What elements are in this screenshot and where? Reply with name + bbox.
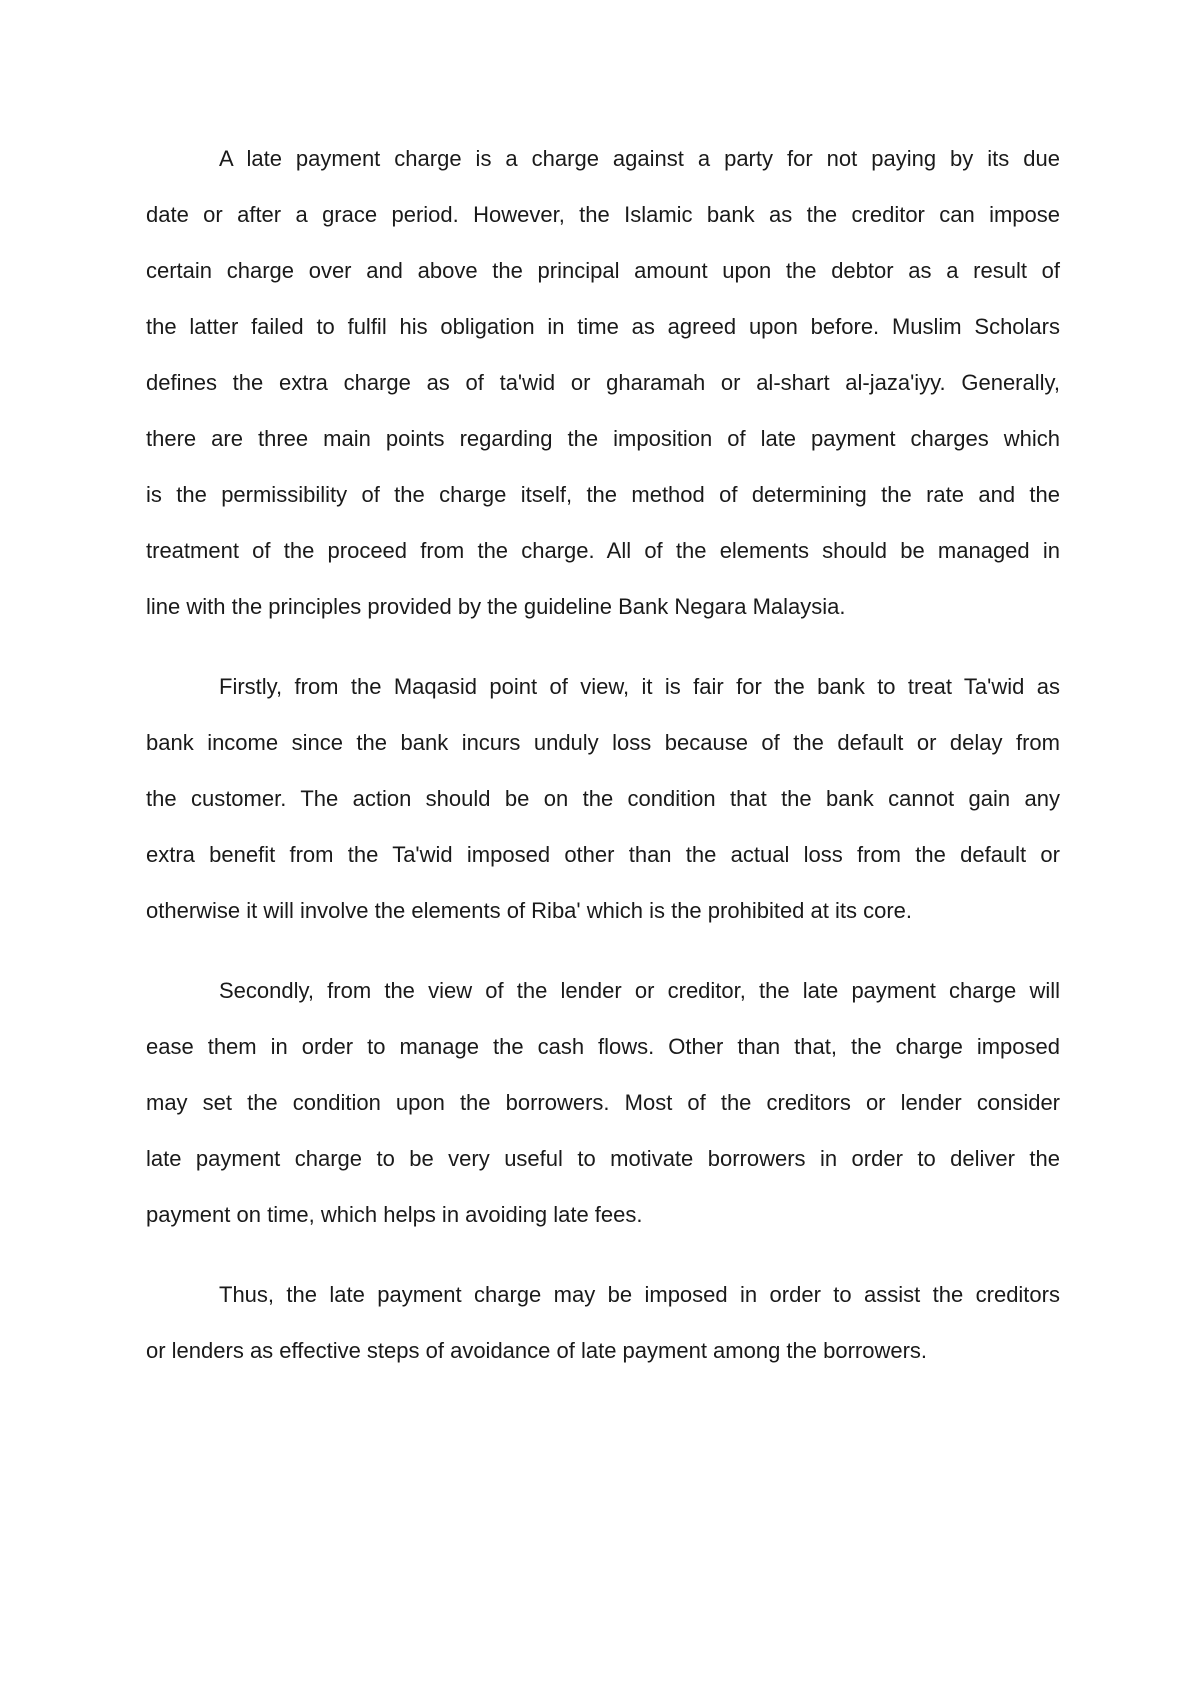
text-line: the latter failed to fulfil his obligation in time as agreed upon before. Muslim Scholars [146, 314, 1060, 339]
paragraph-3 [146, 972, 1060, 1252]
text-line: Secondly, from the view of the lender or creditor, the late payment charge will [219, 978, 1060, 1003]
paragraph-4 [146, 1276, 1060, 1388]
paragraph-2 [146, 668, 1060, 948]
text-line: bank income since the bank incurs unduly loss because of the default or delay from [146, 730, 1060, 755]
text-line: line with the principles provided by the guideline Bank Negara Malaysia. [146, 594, 846, 619]
text-line: late payment charge to be very useful to motivate borrowers in order to deliver the [146, 1146, 1060, 1171]
paragraph-1 [146, 140, 1060, 644]
text-line: there are three main points regarding the imposition of late payment charges which [146, 426, 1060, 451]
text-line: or lenders as effective steps of avoidance of late payment among the borrowers. [146, 1338, 928, 1363]
text-line: may set the condition upon the borrowers. Most of the creditors or lender consider [146, 1090, 1060, 1115]
text-line: the customer. The action should be on the condition that the bank cannot gain any [146, 786, 1060, 811]
text-line: ease them in order to manage the cash flows. Other than that, the charge imposed [146, 1034, 1060, 1059]
text-line: Thus, the late payment charge may be imposed in order to assist the creditors [219, 1282, 1060, 1307]
document-body [146, 140, 1060, 1412]
text-line: otherwise it will involve the elements of Riba' which is the prohibited at its core. [146, 898, 913, 923]
text-line: certain charge over and above the principal amount upon the debtor as a result of [146, 258, 1060, 283]
text-line: defines the extra charge as of ta'wid or gharamah or al-shart al-jaza'iyy. Generally, [146, 370, 1060, 395]
text-line: date or after a grace period. However, the Islamic bank as the creditor can impose [146, 202, 1060, 227]
text-line: extra benefit from the Ta'wid imposed other than the actual loss from the default or [146, 842, 1060, 867]
text-line: A late payment charge is a charge against a party for not paying by its due [219, 146, 1060, 171]
text-line: payment on time, which helps in avoiding late fees. [146, 1202, 643, 1227]
text-line: Firstly, from the Maqasid point of view, it is fair for the bank to treat Ta'wid as [219, 674, 1060, 699]
text-line: is the permissibility of the charge itself, the method of determining the rate and the [146, 482, 1060, 507]
text-line: treatment of the proceed from the charge. All of the elements should be managed in [146, 538, 1060, 563]
